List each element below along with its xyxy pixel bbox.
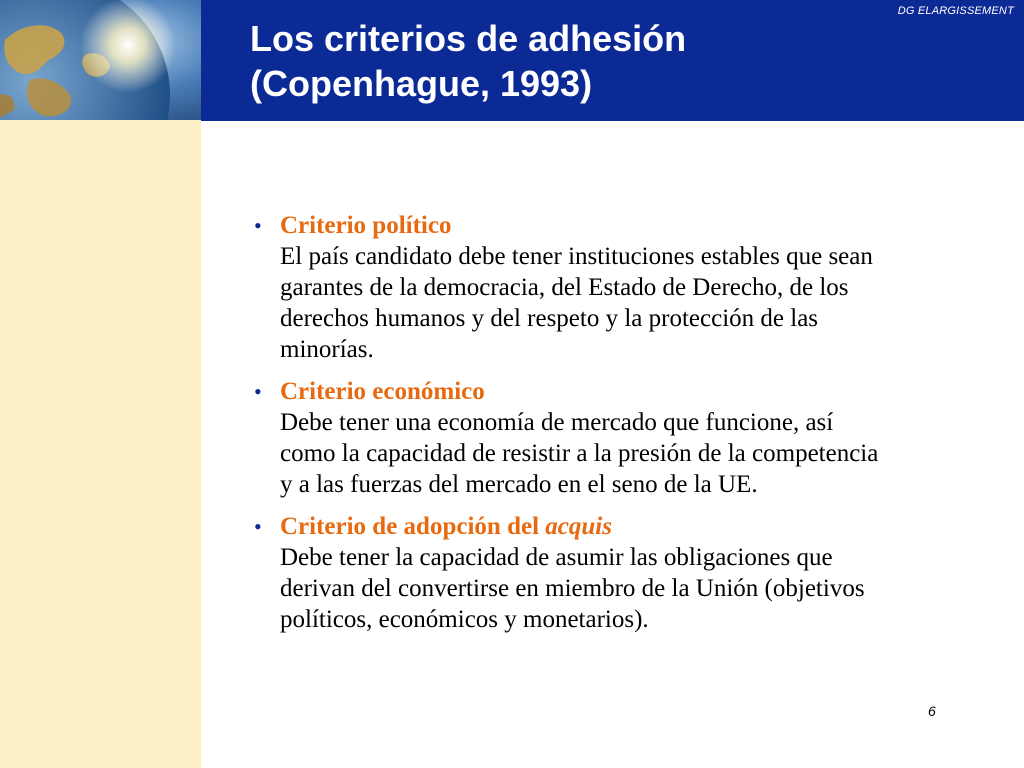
bullet-item-acquis: [254, 511, 974, 635]
bullet-text-line: derechos humanos y del respeto y la protección de las: [280, 305, 819, 332]
bullet-dot-icon: •: [254, 213, 262, 238]
bullet-text-line: Debe tener la capacidad de asumir las obligaciones que: [280, 544, 833, 571]
bullet-heading: Criterio económico: [280, 378, 485, 405]
bullet-dot-icon: •: [254, 514, 262, 539]
side-strip: [0, 120, 201, 768]
bullet-item-economic: [254, 376, 974, 500]
globe-image: [0, 0, 201, 120]
header-tag: DG ELARGISSEMENT: [897, 5, 1014, 17]
bullet-heading: Criterio político: [280, 212, 452, 239]
bullet-text-line: derivan del convertirse en miembro de la Unión (objetivos: [280, 575, 865, 602]
bullet-text-line: minorías.: [280, 336, 374, 363]
bullet-text-line: garantes de la democracia, del Estado de Derecho, de los: [280, 274, 849, 301]
bullet-dot-icon: •: [254, 379, 262, 404]
bullet-text-line: políticos, económicos y monetarios).: [280, 606, 649, 633]
header-band: [201, 0, 1024, 121]
page-number: 6: [928, 703, 936, 719]
slide-title-line-1: Los criterios de adhesión: [250, 18, 687, 59]
slide-title: [250, 16, 686, 106]
bullet-text-line: y a las fuerzas del mercado en el seno de la UE.: [280, 471, 758, 498]
slide-title-line-2: (Copenhague, 1993): [250, 63, 593, 104]
bullet-list: [254, 210, 974, 646]
bullet-heading-text: Criterio de adopción del: [280, 513, 540, 540]
bullet-text-line: El país candidato debe tener instituciones estables que sean: [280, 243, 873, 270]
bullet-text-line: Debe tener una economía de mercado que funcione, así: [280, 409, 834, 436]
globe-icon: [0, 0, 201, 120]
bullet-text-line: como la capacidad de resistir a la presión de la competencia: [280, 440, 879, 467]
bullet-item-political: [254, 210, 974, 365]
bullet-heading-italic: acquis: [545, 513, 612, 540]
bullet-heading: [280, 511, 974, 542]
